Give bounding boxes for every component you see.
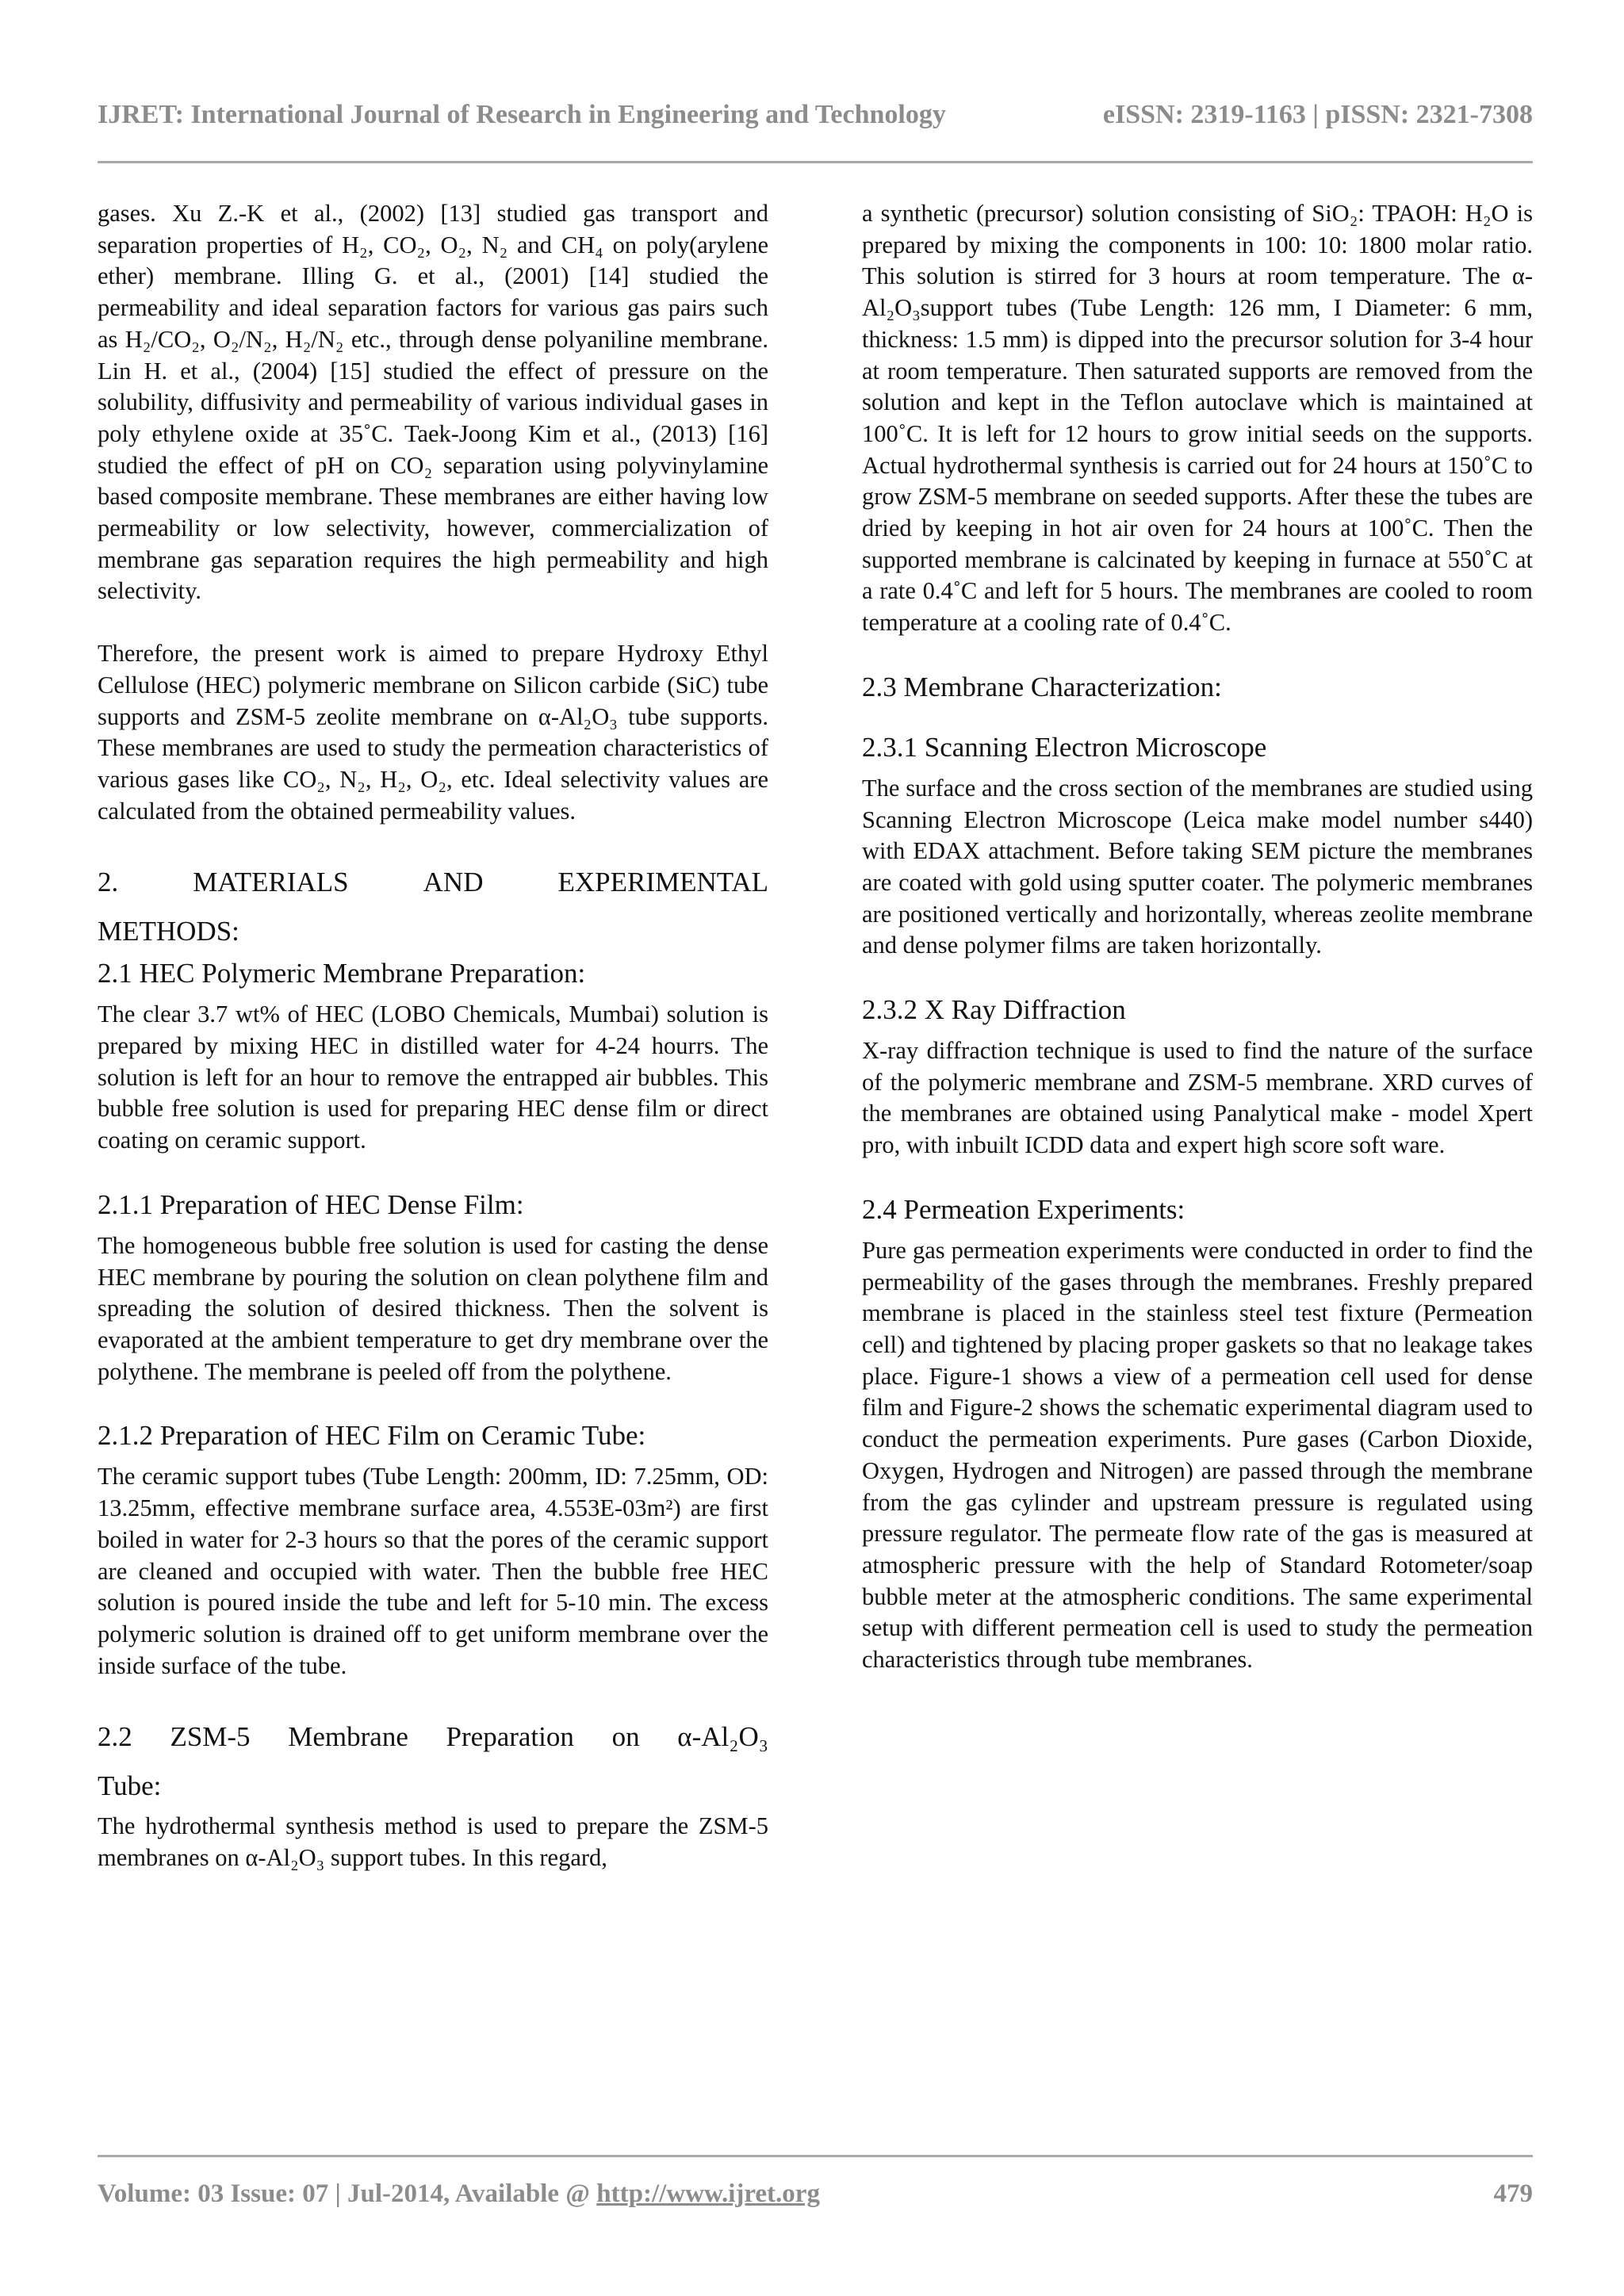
section-2-2-text: The hydrothermal synthesis method is used to prepare the ZSM-5 membranes on α-Al₂O₃ support tubes. In this regard,	[98, 1812, 768, 1872]
section-2-2-text-continued: a synthetic (precursor) solution consisting of SiO₂: TPAOH: H₂O is prepared by mixing the components in 100: 10: 1800 molar ratio. This solution is stirred for 3 hours at room temperature. The α-Al₂O₃support tubes (Tube Length: 126 mm, I Diameter: 6 mm, thickness: 1.5 mm) is dipped into the precursor solution for 3-4 hour at room temperature. Then saturated supports are removed from the solution and kept in the Teflon autoclave which is maintained at 100˚C. It is left for 12 hours to grow initial seeds on the supports. Actual hydrothermal synthesis is carried out for 24 hours at 150˚C to grow ZSM-5 membrane on seeded supports. After these the tubes are dried by keeping in hot air oven for 24 hours at 100˚C. Then the supported membrane is calcinated by keeping in furnace at 550˚C at a rate 0.4˚C and left for 5 hours. The membranes are cooled to room temperature at a cooling rate of 0.4˚C.	[862, 200, 1533, 637]
section-2-heading	[98, 858, 768, 907]
section-2-1-1-heading: 2.1.1 Preparation of HEC Dense Film:	[98, 1188, 524, 1220]
footer-volume-info	[98, 2179, 820, 2209]
section-2-1-1-text: The homogeneous bubble free solution is used for casting the dense HEC membrane by pouring the solution on clean polythene film and spreading the solution of desired thickness. Then the solvent is evaporated at the ambient temperature to get dry membrane over the polythene. The membrane is peeled off from the polythene.	[98, 1231, 768, 1385]
section-2-3-2-text: X-ray diffraction technique is used to find the nature of the surface of the polymeric membrane and ZSM-5 membrane. XRD curves of the membranes are obtained using Panalytical make - model Xpert pro, with inbuilt ICDD data and expert high score soft ware.	[862, 1037, 1533, 1159]
section-2-2-word: on	[611, 1721, 640, 1753]
section-2-2-word: α-Al₂O₃	[677, 1721, 768, 1753]
journal-link[interactable]: http://www.ijret.org	[596, 2179, 820, 2208]
running-footer	[98, 2174, 1533, 2214]
left-column	[98, 198, 768, 1874]
section-2-number: 2.	[98, 867, 119, 898]
section-2-2-word: Membrane	[288, 1721, 408, 1753]
section-2-word: EXPERIMENTAL	[557, 867, 768, 898]
section-2-1-text: The clear 3.7 wt% of HEC (LOBO Chemicals, Mumbai) solution is prepared by mixing HEC in distilled water for 4-24 hourrs. The solution is left for an hour to remove the entrapped air bubbles. This bubble free solution is used for preparing HEC dense film or direct coating on ceramic support.	[98, 1001, 768, 1154]
section-2-3-heading: 2.3 Membrane Characterization:	[862, 671, 1222, 702]
section-2-2-word: Preparation	[446, 1721, 574, 1753]
section-2-2-word: 2.2	[98, 1721, 132, 1753]
journal-title: IJRET: International Journal of Research in Engineering and Technology	[98, 100, 946, 129]
aim-paragraph: Therefore, the present work is aimed to prepare Hydroxy Ethyl Cellulose (HEC) polymeric membrane on Silicon carbide (SiC) tube supports and ZSM-5 zeolite membrane on α-Al₂O₃ tube supports. These membranes are used to study the permeation characteristics of various gases like CO₂, N₂, H₂, O₂, etc. Ideal selectivity values are calculated from the obtained permeability values.	[98, 640, 768, 825]
section-2-4-text: Pure gas permeation experiments were conducted in order to find the permeability of the gases through the membranes. Freshly prepared membrane is placed in the stainless steel test fixture (Permeation cell) and tightened by placing proper gaskets so that no leakage takes place. Figure-1 shows a view of a permeation cell used for dense film and Figure-2 shows the schematic experimental diagram used to conduct the permeation experiments. Pure gases (Carbon Dioxide, Oxygen, Hydrogen and Nitrogen) are passed through the membrane from the gas cylinder and upstream pressure is regulated using pressure regulator. The permeate flow rate of the gas is measured at atmospheric pressure with the help of Standard Rotometer/soap bubble meter at the atmospheric conditions. The same experimental setup with different permeation cell is used to study the permeation characteristics through tube membranes.	[862, 1236, 1533, 1674]
footer-rule	[98, 2155, 1533, 2157]
section-2-3-1-text: The surface and the cross section of the membranes are studied using Scanning Electron Microscope (Leica make model number s440) with EDAX attachment. Before taking SEM picture the membranes are coated with gold using sputter coater. The polymeric membranes are positioned vertically and horizontally, whereas zeolite membrane and dense polymer films are taken horizontally.	[862, 774, 1533, 959]
intro-paragraph-continued: gases. Xu Z.-K et al., (2002) [13] studied gas transport and separation properties of H₂, CO₂, O₂, N₂ and CH₄ on poly(arylene ether) membrane. Illing G. et al., (2001) [14] studied the permeability and ideal separation factors for various gas pairs such as H₂/CO₂, O₂/N₂, H₂/N₂ etc., through dense polyaniline membrane. Lin H. et al., (2004) [15] studied the effect of pressure on the solubility, diffusivity and permeability of various individual gases in poly ethylene oxide at 35˚C. Taek-Joong Kim et al., (2013) [16] studied the effect of pH on CO₂ separation using polyvinylamine based composite membrane. These membranes are either having low permeability or low selectivity, however, commercialization of membrane gas separation requires the high permeability and high selectivity.	[98, 200, 768, 605]
page-number: 479	[1493, 2179, 1533, 2208]
section-2-heading-line2: METHODS:	[98, 916, 239, 947]
issn-info: eISSN: 2319-1163 | pISSN: 2321-7308	[1102, 100, 1533, 129]
section-2-4-heading: 2.4 Permeation Experiments:	[862, 1193, 1185, 1225]
section-2-word: MATERIALS	[193, 867, 349, 898]
running-header	[98, 95, 1533, 135]
right-column	[862, 198, 1533, 1676]
header-rule	[98, 161, 1533, 163]
section-2-3-2-heading: 2.3.2 X Ray Diffraction	[862, 994, 1126, 1026]
section-2-3-1-heading: 2.3.1 Scanning Electron Microscope	[862, 731, 1267, 763]
section-2-2-heading-line2: Tube:	[98, 1770, 162, 1802]
section-2-word: AND	[423, 867, 484, 898]
section-2-2-heading	[98, 1712, 768, 1762]
section-2-2-word: ZSM-5	[170, 1721, 251, 1753]
section-2-1-2-heading: 2.1.2 Preparation of HEC Film on Ceramic Tube:	[98, 1420, 646, 1452]
section-2-1-2-text: The ceramic support tubes (Tube Length: 200mm, ID: 7.25mm, OD: 13.25mm, effective membrane surface area, 4.553E-03m²) are first boiled in water for 2-3 hours so that the pores of the ceramic support are cleaned and occupied with water. Then the bubble free HEC solution is poured inside the tube and left for 5-10 min. The excess polymeric solution is drained off to get uniform membrane over the inside surface of the tube.	[98, 1463, 768, 1679]
section-2-1-heading: 2.1 HEC Polymeric Membrane Preparation:	[98, 958, 586, 989]
volume-text: Volume: 03 Issue: 07 | Jul-2014, Available @	[98, 2179, 591, 2208]
